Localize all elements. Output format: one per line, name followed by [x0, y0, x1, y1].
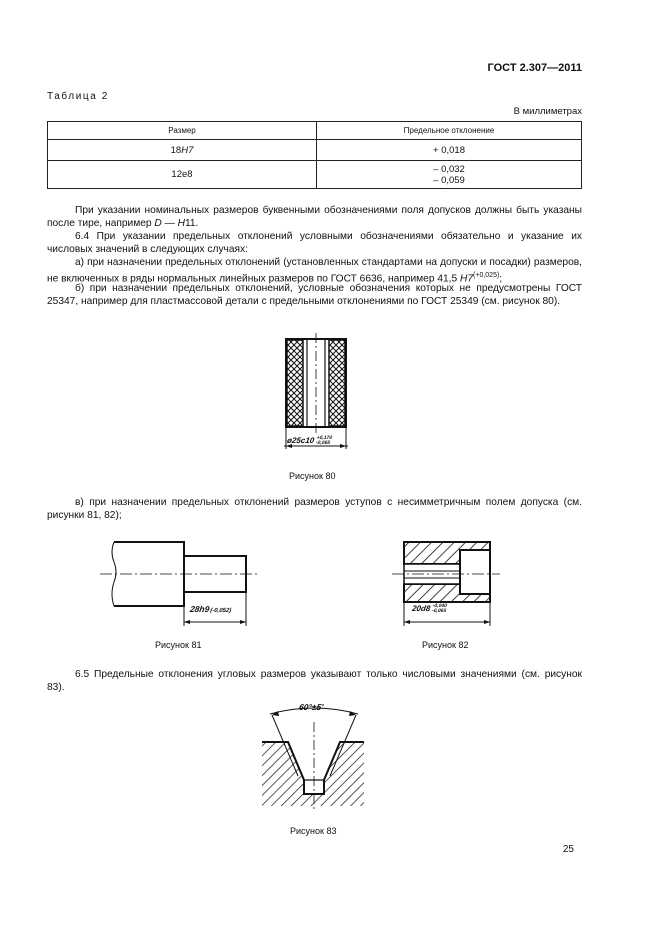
- text-run: —: [161, 218, 178, 229]
- grade-number: 7: [467, 273, 474, 285]
- tolerance-table: [47, 121, 582, 189]
- figure-81-caption: Рисунок 81: [155, 640, 202, 650]
- text-run: При указании номинальных размеров буквенными обозначениями поля допусков должны быть указаны после тире, например: [47, 205, 582, 229]
- table-caption: Таблица 2: [47, 91, 109, 102]
- upper-deviation: +0,170: [316, 435, 333, 441]
- dimension-main: 20d8: [411, 604, 431, 614]
- figure-82-caption: Рисунок 82: [422, 640, 469, 650]
- symbol-h: H: [177, 218, 185, 229]
- table-row: [48, 140, 582, 161]
- dimension-main: ø25c10: [286, 436, 315, 446]
- paragraph-6-4: 6.4 При указании предельных отклонений условными обозначениями обязательно и указание их числовых значений в следующих случаях:: [47, 231, 582, 255]
- deviation-cell: + 0,018: [317, 140, 582, 161]
- fig81-dimension: [189, 604, 232, 614]
- paragraph-item-v: в) при назначении предельных отклонений размеров уступов с несимметричным полем допуска (см. рисунки 81, 82);: [47, 497, 582, 521]
- figure-81-drawing: [100, 536, 260, 628]
- paragraph-6-5: 6.5 Предельные отклонения угловых размеров указывают только числовыми значениями (см. рисунок 83).: [47, 669, 582, 693]
- upper-deviation: -0,040: [432, 603, 448, 609]
- table-units: В миллиметрах: [513, 106, 582, 117]
- column-header-size: Размер: [48, 122, 317, 140]
- fig82-dimension: [411, 604, 447, 614]
- table-row: [48, 161, 582, 189]
- lower-deviation: -0,065: [315, 440, 331, 446]
- deviation-cell: [317, 161, 582, 189]
- figure-80-caption: Рисунок 80: [289, 471, 336, 481]
- fig83-dimension: 60°±5′: [298, 702, 324, 712]
- tolerance-field: H7: [181, 144, 194, 156]
- size-number: 18: [170, 144, 182, 156]
- dimension-deviations: [432, 604, 448, 614]
- text-run: а) при назначении предельных отклонений (установленных стандартами на допуски и посадки) размеров, не включенных в ряды нормальных линейных размеров по ГОСТ 6636, например 41,5: [47, 257, 582, 285]
- column-header-deviation: Предельное отклонение: [317, 122, 582, 140]
- paragraph-item-a: [47, 256, 582, 285]
- page-number: 25: [562, 844, 574, 855]
- size-cell: 12e8: [48, 161, 317, 189]
- figure-83-caption: Рисунок 83: [290, 826, 337, 836]
- figure-82-drawing: [392, 536, 502, 628]
- upper-deviation: – 0,032: [433, 163, 465, 175]
- lower-deviation: – 0,059: [433, 174, 465, 186]
- fig80-dimension: [286, 436, 332, 446]
- paragraph-item-b: б) при назначении предельных отклонений, условные обозначения которых не предусмотрены ГОСТ 25347, например для пластмассовой детали с предельными отклонениями по ГОСТ 25349 (см. рисунок 80).: [47, 283, 582, 307]
- lower-deviation: -0,065: [431, 608, 447, 614]
- text-run: 11.: [184, 218, 199, 229]
- figure-83-drawing: [258, 700, 368, 820]
- paragraph-dash-note: [47, 204, 582, 230]
- table-header-row: [48, 122, 582, 140]
- deviation-superscript: (+0,025): [473, 272, 500, 279]
- symbol-h: H: [460, 273, 468, 285]
- document-code: ГОСТ 2.307—2011: [487, 62, 582, 74]
- dimension-deviations: [315, 436, 332, 446]
- text-run: ;: [499, 273, 503, 285]
- size-cell: [48, 140, 317, 161]
- dimension-main: 28h9: [189, 604, 211, 614]
- dimension-deviation: (-0,052): [209, 608, 232, 614]
- symbol-d: D: [154, 218, 162, 229]
